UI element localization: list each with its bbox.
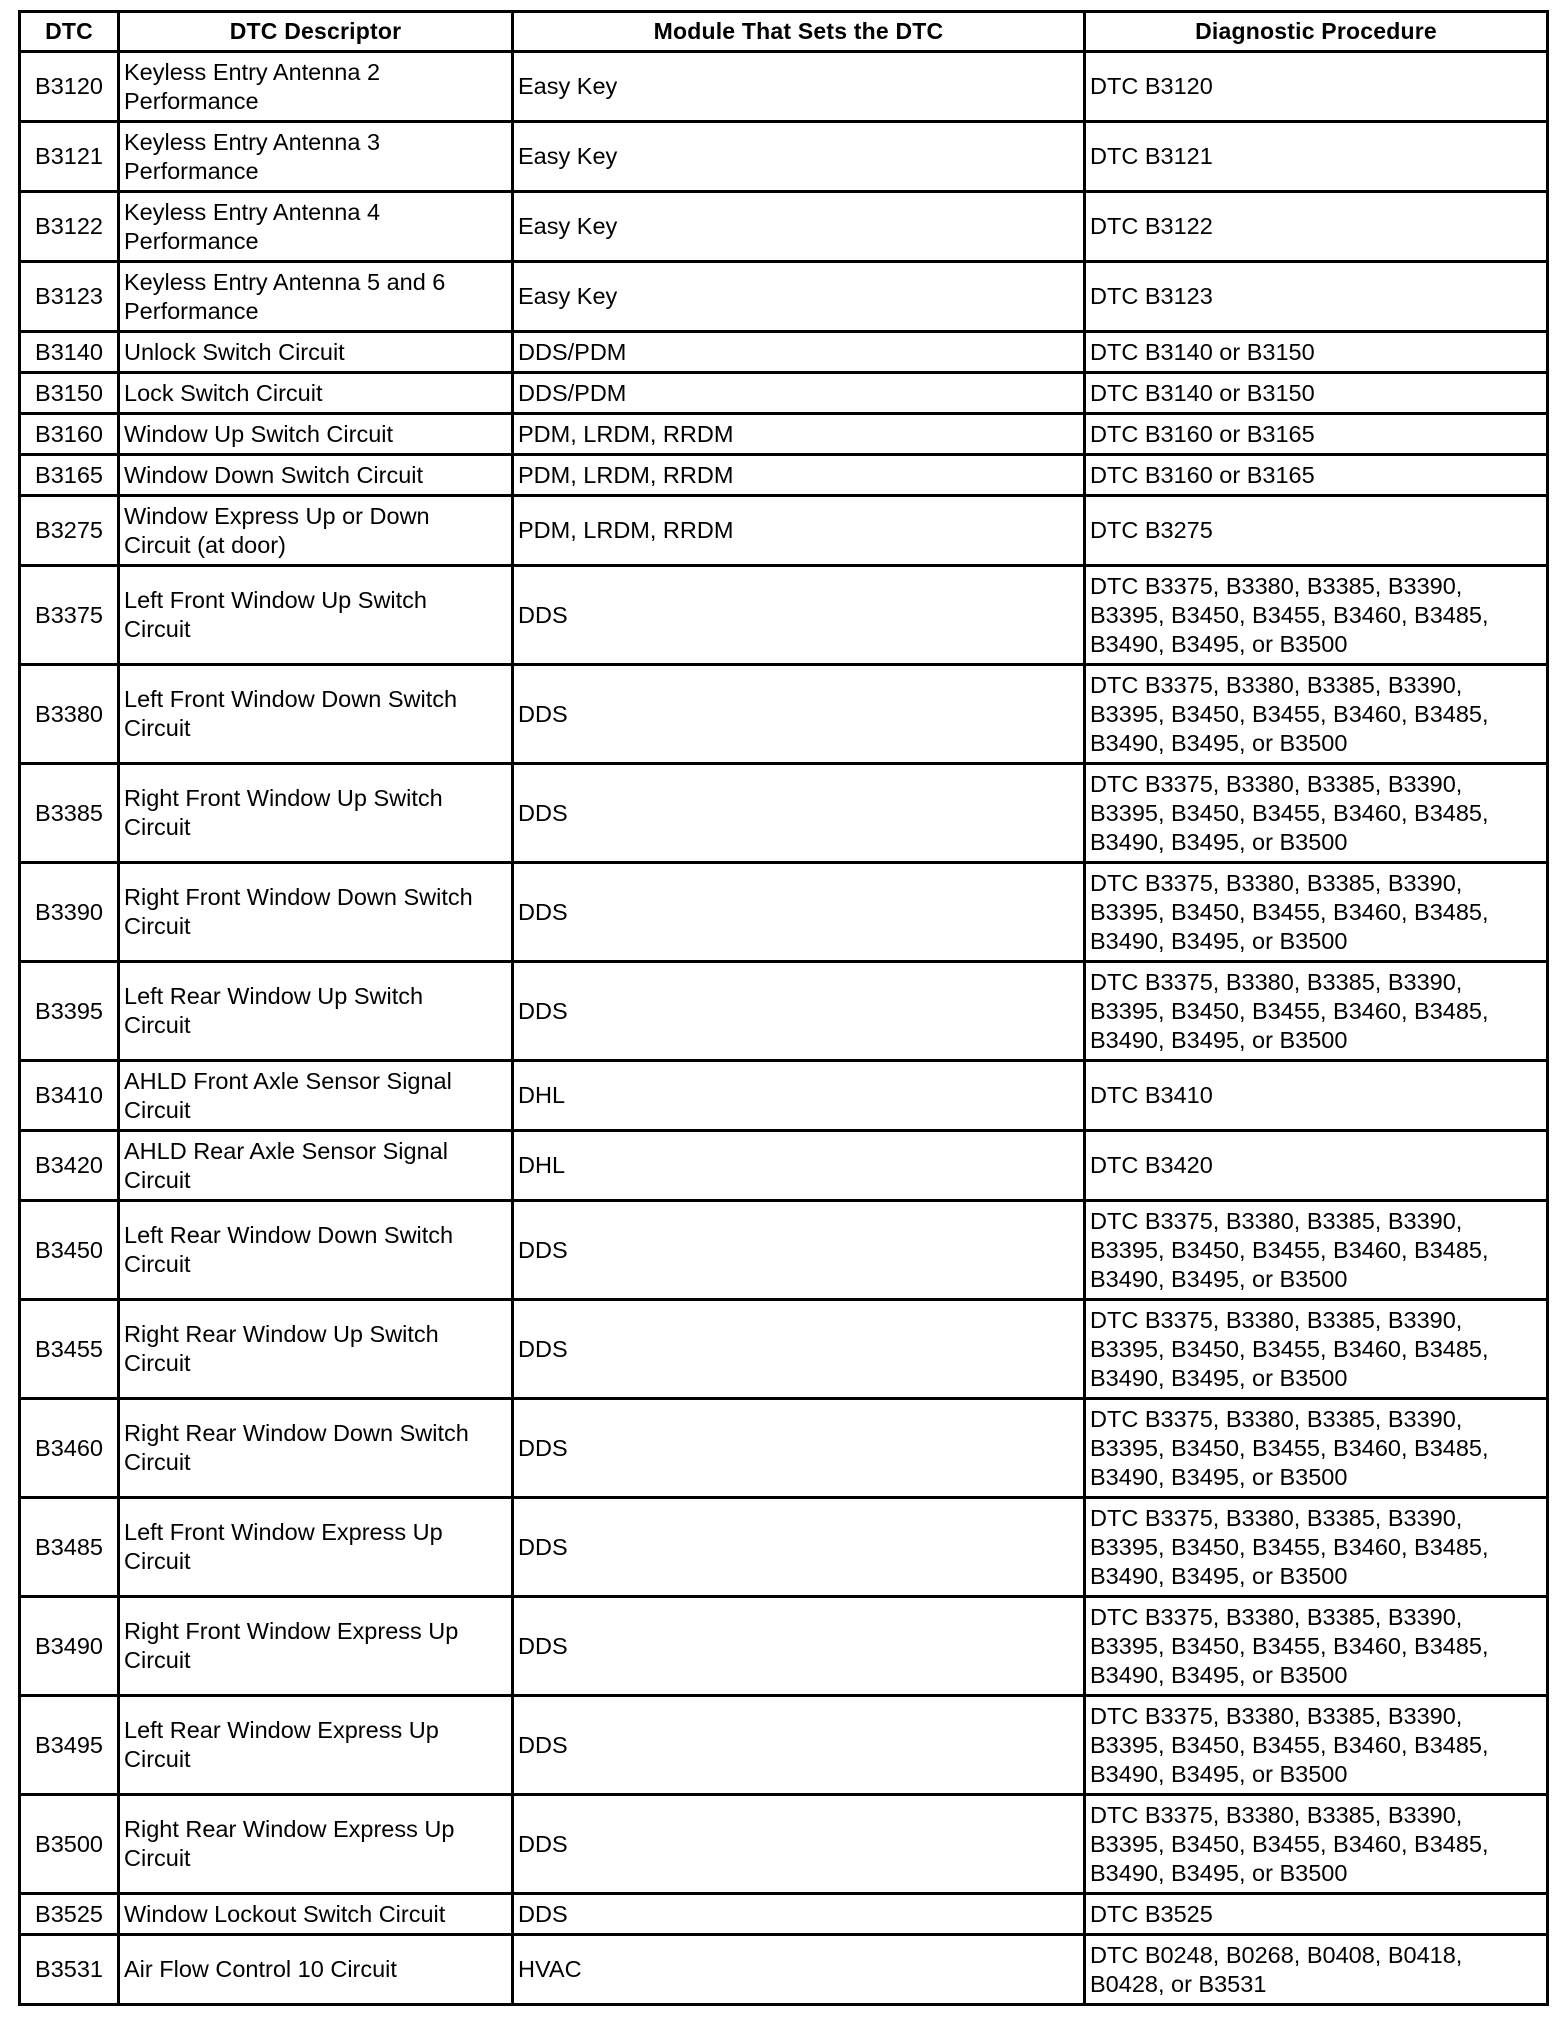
dtc-descriptor-cell bbox=[119, 1131, 513, 1201]
dtc-code-cell: B3165 bbox=[20, 455, 119, 496]
cell-line: DTC B3375, B3380, B3385, B3390, bbox=[1090, 1207, 1463, 1234]
dtc-descriptor-cell bbox=[119, 962, 513, 1061]
cell-line: Circuit bbox=[124, 1449, 191, 1475]
cell-line: Circuit bbox=[124, 1548, 191, 1574]
cell-line: B3395, B3450, B3455, B3460, B3485, bbox=[1090, 1335, 1489, 1362]
module-cell: PDM, LRDM, RRDM bbox=[513, 414, 1085, 455]
cell-line: B3490, B3495, or B3500 bbox=[1090, 1661, 1348, 1688]
dtc-code-cell: B3485 bbox=[20, 1498, 119, 1597]
cell-line: Performance bbox=[124, 297, 259, 324]
cell-line: Circuit bbox=[124, 1746, 191, 1772]
cell-line: AHLD Rear Axle Sensor Signal bbox=[124, 1137, 448, 1164]
table-row bbox=[20, 1201, 1548, 1300]
diagnostic-procedure-cell bbox=[1085, 1300, 1548, 1399]
dtc-descriptor-cell: Window Up Switch Circuit bbox=[119, 414, 513, 455]
cell-line: B3395, B3450, B3455, B3460, B3485, bbox=[1090, 898, 1489, 925]
diagnostic-procedure-cell bbox=[1085, 1399, 1548, 1498]
diagnostic-procedure-cell bbox=[1085, 1498, 1548, 1597]
module-cell: Easy Key bbox=[513, 192, 1085, 262]
module-cell: DDS bbox=[513, 1399, 1085, 1498]
module-cell: Easy Key bbox=[513, 262, 1085, 332]
cell-line: Circuit bbox=[124, 616, 191, 642]
table-row bbox=[20, 1399, 1548, 1498]
cell-line: Circuit bbox=[124, 1012, 191, 1038]
module-cell: Easy Key bbox=[513, 52, 1085, 122]
cell-line: B3395, B3450, B3455, B3460, B3485, bbox=[1090, 700, 1489, 727]
cell-line: Circuit bbox=[124, 1845, 191, 1871]
table-row bbox=[20, 122, 1548, 192]
dtc-descriptor-cell bbox=[119, 52, 513, 122]
diagnostic-procedure-cell: DTC B3160 or B3165 bbox=[1085, 414, 1548, 455]
dtc-code-cell: B3500 bbox=[20, 1795, 119, 1894]
cell-line: Left Front Window Up Switch bbox=[124, 587, 427, 613]
dtc-descriptor-cell bbox=[119, 1696, 513, 1795]
dtc-code-cell: B3385 bbox=[20, 764, 119, 863]
table-header-row bbox=[20, 12, 1548, 52]
diagnostic-procedure-cell bbox=[1085, 863, 1548, 962]
diagnostic-procedure-cell: DTC B3420 bbox=[1085, 1131, 1548, 1201]
dtc-code-cell: B3275 bbox=[20, 496, 119, 566]
cell-line: DTC B3375, B3380, B3385, B3390, bbox=[1090, 869, 1463, 896]
diagnostic-procedure-cell bbox=[1085, 566, 1548, 665]
cell-line: B3395, B3450, B3455, B3460, B3485, bbox=[1090, 1434, 1489, 1461]
dtc-code-cell: B3120 bbox=[20, 52, 119, 122]
table-row bbox=[20, 1131, 1548, 1201]
cell-line: B3395, B3450, B3455, B3460, B3485, bbox=[1090, 1533, 1489, 1560]
dtc-descriptor-cell bbox=[119, 262, 513, 332]
cell-line: DTC B3375, B3380, B3385, B3390, bbox=[1090, 1603, 1463, 1630]
table-row bbox=[20, 764, 1548, 863]
diagnostic-procedure-cell bbox=[1085, 665, 1548, 764]
diagnostic-procedure-cell: DTC B3275 bbox=[1085, 496, 1548, 566]
cell-line: Circuit bbox=[124, 1251, 191, 1277]
diagnostic-procedure-cell bbox=[1085, 1201, 1548, 1300]
table-row bbox=[20, 262, 1548, 332]
cell-line: Right Front Window Down Switch bbox=[124, 884, 473, 910]
cell-line: DTC B3375, B3380, B3385, B3390, bbox=[1090, 770, 1463, 797]
header-module: Module That Sets the DTC bbox=[513, 12, 1085, 52]
cell-line: B3490, B3495, or B3500 bbox=[1090, 1026, 1348, 1053]
table-row bbox=[20, 962, 1548, 1061]
dtc-descriptor-cell bbox=[119, 1300, 513, 1399]
module-cell: DDS bbox=[513, 863, 1085, 962]
dtc-descriptor-cell bbox=[119, 566, 513, 665]
dtc-descriptor-cell bbox=[119, 1498, 513, 1597]
cell-line: DTC B3375, B3380, B3385, B3390, bbox=[1090, 1504, 1463, 1531]
diagnostic-procedure-cell: DTC B3160 or B3165 bbox=[1085, 455, 1548, 496]
dtc-code-cell: B3121 bbox=[20, 122, 119, 192]
cell-line: Right Rear Window Down Switch bbox=[124, 1420, 469, 1446]
module-cell: DDS/PDM bbox=[513, 373, 1085, 414]
cell-line: Right Rear Window Up Switch bbox=[124, 1321, 439, 1347]
cell-line: DTC B3375, B3380, B3385, B3390, bbox=[1090, 1801, 1463, 1828]
dtc-descriptor-cell bbox=[119, 122, 513, 192]
table-row bbox=[20, 52, 1548, 122]
diagnostic-procedure-cell: DTC B3140 or B3150 bbox=[1085, 332, 1548, 373]
diagnostic-procedure-cell bbox=[1085, 1696, 1548, 1795]
module-cell: DHL bbox=[513, 1061, 1085, 1131]
cell-line: DTC B3375, B3380, B3385, B3390, bbox=[1090, 572, 1463, 599]
dtc-descriptor-cell: Lock Switch Circuit bbox=[119, 373, 513, 414]
cell-line: Keyless Entry Antenna 5 and 6 bbox=[124, 268, 446, 295]
header-diagnostic-procedure: Diagnostic Procedure bbox=[1085, 12, 1548, 52]
diagnostic-procedure-cell: DTC B3410 bbox=[1085, 1061, 1548, 1131]
cell-line: B3490, B3495, or B3500 bbox=[1090, 729, 1348, 756]
dtc-code-cell: B3150 bbox=[20, 373, 119, 414]
dtc-code-cell: B3460 bbox=[20, 1399, 119, 1498]
cell-line: B3395, B3450, B3455, B3460, B3485, bbox=[1090, 997, 1489, 1024]
dtc-descriptor-cell: Window Down Switch Circuit bbox=[119, 455, 513, 496]
module-cell: PDM, LRDM, RRDM bbox=[513, 496, 1085, 566]
header-dtc: DTC bbox=[20, 12, 119, 52]
cell-line: Right Rear Window Express Up bbox=[124, 1816, 455, 1842]
cell-line: Left Rear Window Down Switch bbox=[124, 1222, 454, 1248]
dtc-descriptor-cell: Window Lockout Switch Circuit bbox=[119, 1894, 513, 1935]
table-row bbox=[20, 1061, 1548, 1131]
cell-line: B3490, B3495, or B3500 bbox=[1090, 1364, 1348, 1391]
diagnostic-procedure-cell: DTC B3140 or B3150 bbox=[1085, 373, 1548, 414]
diagnostic-procedure-cell bbox=[1085, 1795, 1548, 1894]
table-row bbox=[20, 1597, 1548, 1696]
dtc-code-cell: B3395 bbox=[20, 962, 119, 1061]
cell-line: B3490, B3495, or B3500 bbox=[1090, 630, 1348, 657]
cell-line: Circuit bbox=[124, 814, 191, 840]
cell-line: Left Front Window Down Switch bbox=[124, 686, 458, 712]
module-cell: DDS bbox=[513, 1795, 1085, 1894]
dtc-code-cell: B3123 bbox=[20, 262, 119, 332]
table-row bbox=[20, 455, 1548, 496]
module-cell: DDS/PDM bbox=[513, 332, 1085, 373]
diagnostic-procedure-cell: DTC B3120 bbox=[1085, 52, 1548, 122]
table-body bbox=[20, 52, 1548, 2005]
dtc-code-cell: B3140 bbox=[20, 332, 119, 373]
cell-line: B3395, B3450, B3455, B3460, B3485, bbox=[1090, 799, 1489, 826]
cell-line: Left Rear Window Express Up bbox=[124, 1717, 439, 1743]
cell-line: Keyless Entry Antenna 4 bbox=[124, 198, 381, 225]
table-row bbox=[20, 1894, 1548, 1935]
dtc-descriptor-cell bbox=[119, 1201, 513, 1300]
dtc-descriptor-cell bbox=[119, 665, 513, 764]
cell-line: DTC B3375, B3380, B3385, B3390, bbox=[1090, 671, 1463, 698]
cell-line: DTC B3375, B3380, B3385, B3390, bbox=[1090, 1702, 1463, 1729]
cell-line: Left Rear Window Up Switch bbox=[124, 983, 424, 1009]
table-row bbox=[20, 566, 1548, 665]
cell-line: Circuit bbox=[124, 715, 191, 741]
cell-line: Left Front Window Express Up bbox=[124, 1519, 443, 1545]
cell-line: B3395, B3450, B3455, B3460, B3485, bbox=[1090, 1731, 1489, 1758]
table-row bbox=[20, 496, 1548, 566]
dtc-descriptor-cell bbox=[119, 1061, 513, 1131]
cell-line: Right Front Window Express Up bbox=[124, 1618, 459, 1644]
dtc-descriptor-cell bbox=[119, 192, 513, 262]
dtc-code-cell: B3160 bbox=[20, 414, 119, 455]
diagnostic-procedure-cell: DTC B3121 bbox=[1085, 122, 1548, 192]
dtc-code-cell: B3450 bbox=[20, 1201, 119, 1300]
cell-line: B3395, B3450, B3455, B3460, B3485, bbox=[1090, 1830, 1489, 1857]
cell-line: Performance bbox=[124, 87, 259, 114]
cell-line: Circuit bbox=[124, 1166, 191, 1193]
dtc-code-cell: B3410 bbox=[20, 1061, 119, 1131]
cell-line: Performance bbox=[124, 227, 259, 254]
module-cell: DDS bbox=[513, 1300, 1085, 1399]
cell-line: Right Front Window Up Switch bbox=[124, 785, 443, 811]
diagnostic-procedure-cell bbox=[1085, 764, 1548, 863]
cell-line: B3490, B3495, or B3500 bbox=[1090, 927, 1348, 954]
module-cell: Easy Key bbox=[513, 122, 1085, 192]
module-cell: DDS bbox=[513, 1498, 1085, 1597]
module-cell: PDM, LRDM, RRDM bbox=[513, 455, 1085, 496]
table-row bbox=[20, 863, 1548, 962]
dtc-descriptor-cell bbox=[119, 1795, 513, 1894]
cell-line: Circuit (at door) bbox=[124, 531, 286, 558]
table-row bbox=[20, 1696, 1548, 1795]
dtc-code-cell: B3495 bbox=[20, 1696, 119, 1795]
table-row bbox=[20, 1935, 1548, 2005]
dtc-code-cell: B3490 bbox=[20, 1597, 119, 1696]
diagnostic-procedure-cell bbox=[1085, 962, 1548, 1061]
cell-line: Window Express Up or Down bbox=[124, 502, 430, 529]
table-row bbox=[20, 1300, 1548, 1399]
diagnostic-procedure-cell bbox=[1085, 1597, 1548, 1696]
cell-line: B3395, B3450, B3455, B3460, B3485, bbox=[1090, 1632, 1489, 1659]
dtc-descriptor-cell bbox=[119, 1597, 513, 1696]
dtc-descriptor-cell bbox=[119, 764, 513, 863]
cell-line: DTC B0248, B0268, B0408, B0418, bbox=[1090, 1941, 1463, 1968]
cell-line: AHLD Front Axle Sensor Signal bbox=[124, 1067, 452, 1094]
cell-line: B0428, or B3531 bbox=[1090, 1970, 1267, 1997]
diagnostic-procedure-cell bbox=[1085, 1935, 1548, 2005]
cell-line: Circuit bbox=[124, 913, 191, 939]
dtc-code-cell: B3375 bbox=[20, 566, 119, 665]
cell-line: B3490, B3495, or B3500 bbox=[1090, 1760, 1348, 1787]
dtc-descriptor-cell bbox=[119, 496, 513, 566]
module-cell: DDS bbox=[513, 566, 1085, 665]
dtc-code-cell: B3390 bbox=[20, 863, 119, 962]
dtc-descriptor-cell bbox=[119, 863, 513, 962]
dtc-descriptor-cell bbox=[119, 1399, 513, 1498]
cell-line: B3395, B3450, B3455, B3460, B3485, bbox=[1090, 601, 1489, 628]
diagnostic-procedure-cell: DTC B3122 bbox=[1085, 192, 1548, 262]
module-cell: DDS bbox=[513, 1597, 1085, 1696]
table-row bbox=[20, 414, 1548, 455]
dtc-code-cell: B3122 bbox=[20, 192, 119, 262]
cell-line: B3490, B3495, or B3500 bbox=[1090, 1859, 1348, 1886]
dtc-code-cell: B3380 bbox=[20, 665, 119, 764]
module-cell: DHL bbox=[513, 1131, 1085, 1201]
module-cell: DDS bbox=[513, 1201, 1085, 1300]
table-row bbox=[20, 665, 1548, 764]
cell-line: DTC B3375, B3380, B3385, B3390, bbox=[1090, 968, 1463, 995]
module-cell: DDS bbox=[513, 1894, 1085, 1935]
cell-line: DTC B3375, B3380, B3385, B3390, bbox=[1090, 1306, 1463, 1333]
dtc-descriptor-cell: Unlock Switch Circuit bbox=[119, 332, 513, 373]
dtc-code-cell: B3531 bbox=[20, 1935, 119, 2005]
table-row bbox=[20, 1498, 1548, 1597]
cell-line: Performance bbox=[124, 157, 259, 184]
cell-line: DTC B3375, B3380, B3385, B3390, bbox=[1090, 1405, 1463, 1432]
module-cell: DDS bbox=[513, 665, 1085, 764]
diagnostic-procedure-cell: DTC B3525 bbox=[1085, 1894, 1548, 1935]
cell-line: B3490, B3495, or B3500 bbox=[1090, 1265, 1348, 1292]
module-cell: DDS bbox=[513, 962, 1085, 1061]
dtc-table bbox=[18, 10, 1549, 2006]
cell-line: Keyless Entry Antenna 3 bbox=[124, 128, 381, 155]
dtc-code-cell: B3455 bbox=[20, 1300, 119, 1399]
header-dtc-descriptor: DTC Descriptor bbox=[119, 12, 513, 52]
cell-line: B3395, B3450, B3455, B3460, B3485, bbox=[1090, 1236, 1489, 1263]
module-cell: DDS bbox=[513, 764, 1085, 863]
cell-line: Keyless Entry Antenna 2 bbox=[124, 58, 381, 85]
diagnostic-procedure-cell: DTC B3123 bbox=[1085, 262, 1548, 332]
table-row bbox=[20, 373, 1548, 414]
dtc-descriptor-cell: Air Flow Control 10 Circuit bbox=[119, 1935, 513, 2005]
table-row bbox=[20, 332, 1548, 373]
cell-line: Circuit bbox=[124, 1350, 191, 1376]
dtc-code-cell: B3525 bbox=[20, 1894, 119, 1935]
cell-line: B3490, B3495, or B3500 bbox=[1090, 828, 1348, 855]
module-cell: DDS bbox=[513, 1696, 1085, 1795]
cell-line: B3490, B3495, or B3500 bbox=[1090, 1562, 1348, 1589]
dtc-code-cell: B3420 bbox=[20, 1131, 119, 1201]
table-row bbox=[20, 1795, 1548, 1894]
cell-line: Circuit bbox=[124, 1096, 191, 1123]
cell-line: Circuit bbox=[124, 1647, 191, 1673]
cell-line: B3490, B3495, or B3500 bbox=[1090, 1463, 1348, 1490]
table-row bbox=[20, 192, 1548, 262]
module-cell: HVAC bbox=[513, 1935, 1085, 2005]
